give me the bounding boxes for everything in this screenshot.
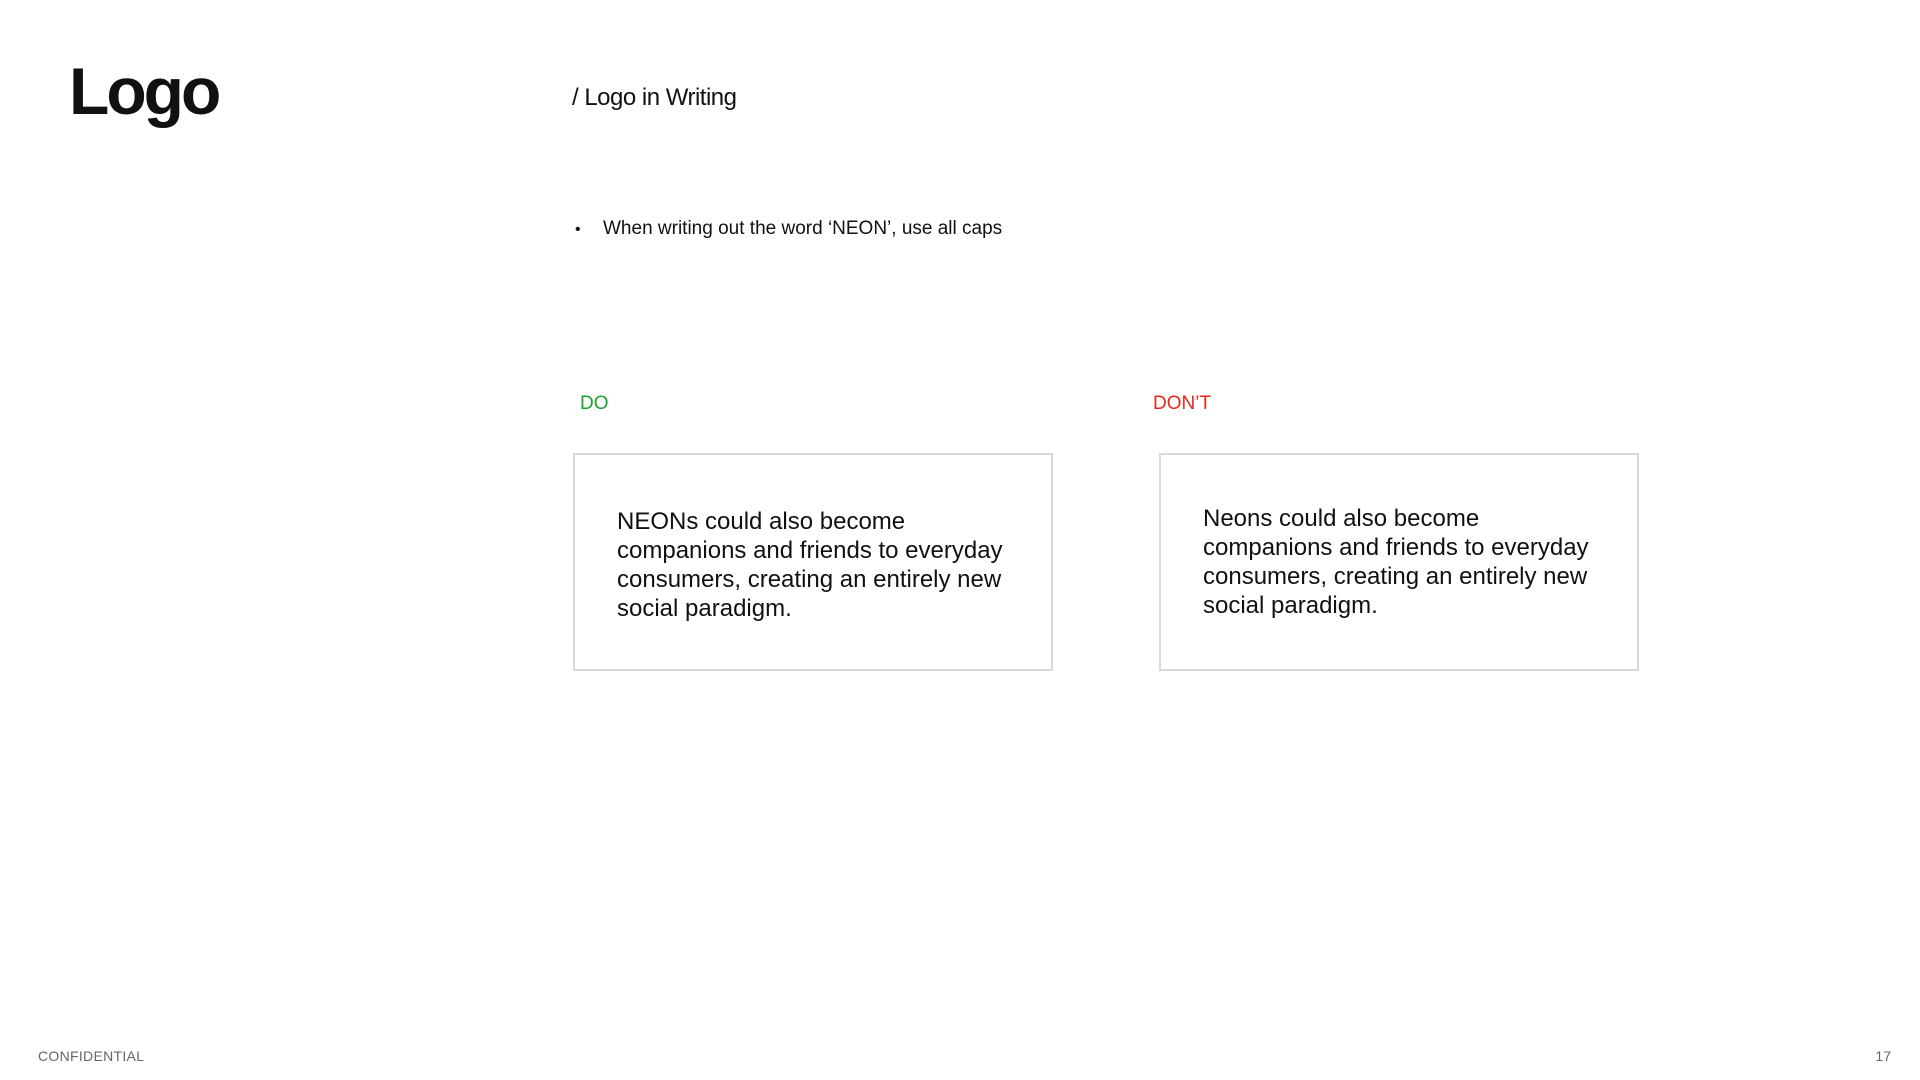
bullet-icon: • [575,221,581,238]
do-example-box [573,453,1053,671]
page-number: 17 [1875,1048,1891,1064]
dont-label: DON’T [1153,393,1212,414]
dont-example-text: Neons could also become companions and friends to everyday consumers, creating an entirely new social paradigm. [1203,505,1589,619]
bullet-list [575,217,1002,242]
do-example-text: NEONs could also become companions and friends to everyday consumers, creating an entirely new social paradigm. [617,508,1003,622]
list-item [575,217,1002,242]
dont-example-box [1159,453,1639,671]
confidential-label: CONFIDENTIAL [38,1048,145,1064]
do-label: DO [580,393,609,414]
section-title: / Logo in Writing [572,84,737,111]
bullet-text: When writing out the word ‘NEON’, use all caps [603,218,1003,239]
page-title: Logo [69,54,219,128]
